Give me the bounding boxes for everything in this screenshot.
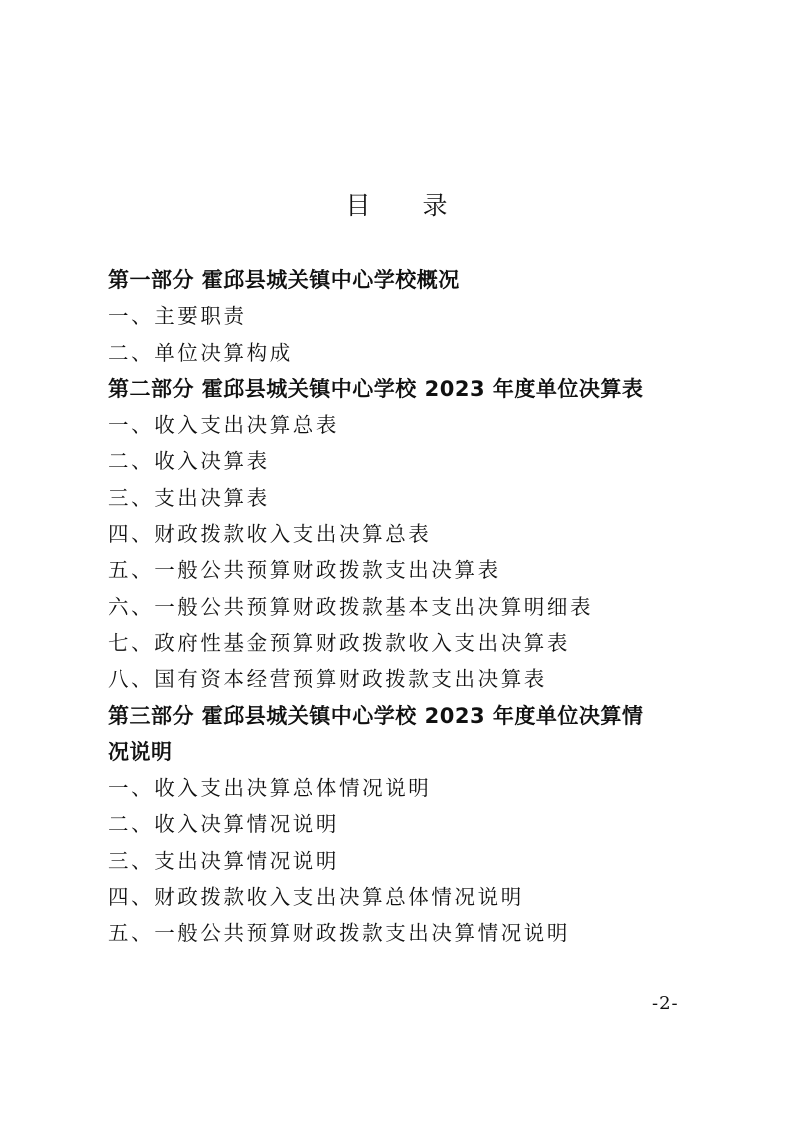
toc-item-unit-composition[interactable]: 二、单位决算构成 — [108, 340, 293, 365]
toc-item-expenditure-explanation[interactable]: 三、支出决算情况说明 — [108, 848, 339, 873]
toc-item-income-explanation[interactable]: 二、收入决算情况说明 — [108, 812, 339, 837]
toc-part-3-heading[interactable]: 第三部分 霍邱县城关镇中心学校 2023 年度单位决算情 — [108, 703, 644, 728]
toc-item-main-duties[interactable]: 一、主要职责 — [108, 304, 247, 329]
toc-item-general-budget-expenditure[interactable]: 五、一般公共预算财政拨款支出决算表 — [108, 558, 501, 583]
table-of-contents — [108, 262, 708, 952]
toc-item-state-capital-budget[interactable]: 八、国有资本经营预算财政拨款支出决算表 — [108, 667, 547, 692]
toc-part-1-heading[interactable]: 第一部分 霍邱县城关镇中心学校概况 — [108, 268, 460, 292]
toc-item-fiscal-overall-explanation[interactable]: 四、财政拨款收入支出决算总体情况说明 — [108, 885, 524, 910]
page-title: 目 录 — [345, 191, 470, 220]
toc-part-3-heading-continued[interactable]: 况说明 — [108, 739, 173, 764]
toc-item-income-table[interactable]: 二、收入决算表 — [108, 449, 270, 474]
toc-part-2-heading[interactable]: 第二部分 霍邱县城关镇中心学校 2023 年度单位决算表 — [108, 376, 644, 401]
toc-item-general-budget-explanation[interactable]: 五、一般公共预算财政拨款支出决算情况说明 — [108, 921, 570, 946]
toc-item-overall-explanation[interactable]: 一、收入支出决算总体情况说明 — [108, 776, 432, 801]
toc-item-fiscal-appropriation-summary[interactable]: 四、财政拨款收入支出决算总表 — [108, 522, 432, 547]
toc-item-income-expenditure-summary[interactable]: 一、收入支出决算总表 — [108, 413, 339, 438]
page-number: -2- — [652, 993, 679, 1014]
toc-item-government-fund-budget[interactable]: 七、政府性基金预算财政拨款收入支出决算表 — [108, 630, 570, 655]
toc-item-general-budget-basic-detail[interactable]: 六、一般公共预算财政拨款基本支出决算明细表 — [108, 594, 594, 619]
toc-item-expenditure-table[interactable]: 三、支出决算表 — [108, 485, 270, 510]
